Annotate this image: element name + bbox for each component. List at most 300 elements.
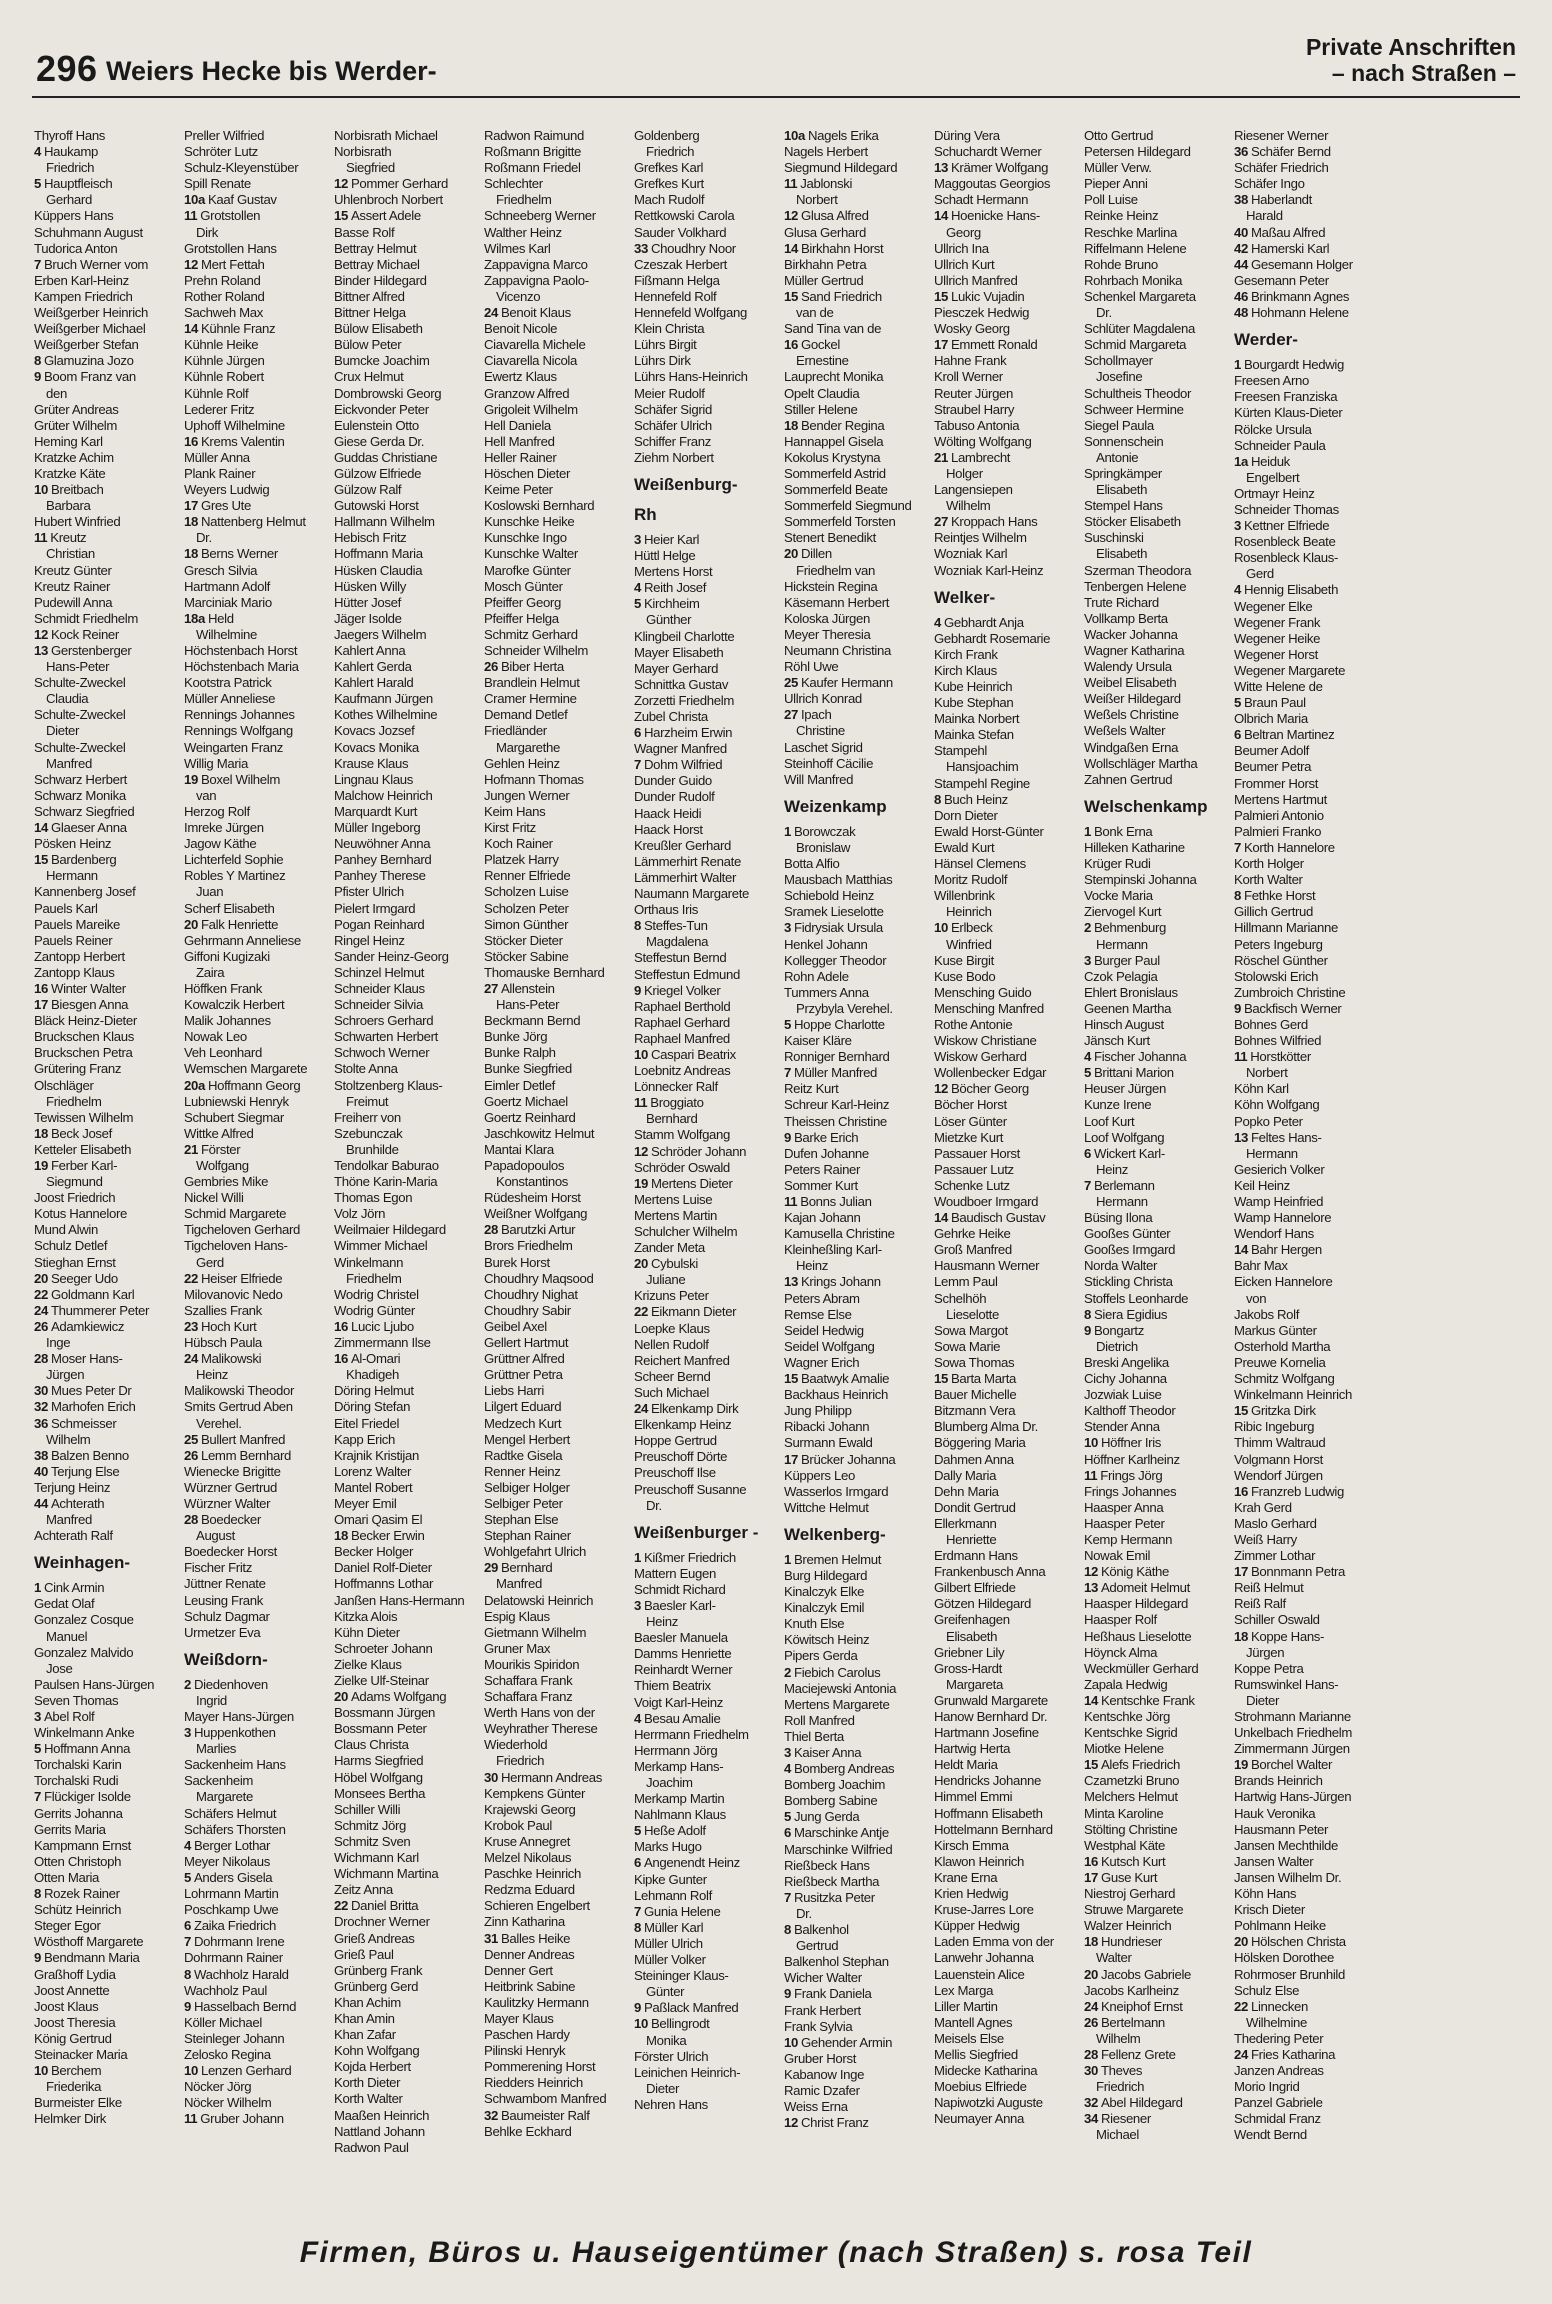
resident-name: Stephan Else bbox=[484, 1512, 559, 1528]
resident-name: Kirsch Emma bbox=[934, 1837, 1009, 1853]
resident-name: Beumer Adolf bbox=[1234, 743, 1309, 759]
house-number: 15 bbox=[1084, 1757, 1098, 1773]
directory-entry bbox=[1234, 389, 1380, 405]
directory-entry bbox=[334, 884, 480, 900]
house-number: 8 bbox=[1084, 1306, 1091, 1322]
entry-continuation bbox=[184, 627, 330, 643]
resident-name: Müller Anneliese bbox=[184, 691, 276, 707]
resident-name: Kühnle Jürgen bbox=[184, 353, 265, 369]
directory-entry bbox=[34, 418, 180, 434]
directory-entry bbox=[1084, 1081, 1230, 1097]
directory-entry bbox=[1234, 2047, 1380, 2063]
resident-name: Antonie bbox=[1096, 449, 1139, 465]
resident-name: Schulz Detlef bbox=[34, 1238, 108, 1254]
house-number: 24 bbox=[634, 1401, 648, 1417]
directory-entry bbox=[784, 176, 930, 192]
resident-name: Kojda Herbert bbox=[334, 2059, 411, 2075]
resident-name: Rüdesheim Horst bbox=[484, 1190, 581, 1206]
resident-name: Friederika bbox=[46, 2079, 102, 2095]
resident-name: Mertens Luise bbox=[634, 1191, 713, 1207]
directory-entry bbox=[1084, 144, 1230, 160]
directory-entry bbox=[634, 1904, 780, 1920]
resident-name: Maciejewski Antonia bbox=[784, 1680, 897, 1696]
directory-entry bbox=[334, 1078, 480, 1094]
resident-name: Stempinski Johanna bbox=[1084, 872, 1197, 888]
resident-name: Wodrig Christel bbox=[334, 1286, 419, 1302]
resident-name: Achterath bbox=[50, 1495, 105, 1511]
house-number: 9 bbox=[634, 2000, 641, 2016]
resident-name: Tigcheloven Gerhard bbox=[184, 1222, 301, 1238]
directory-entry bbox=[484, 563, 630, 579]
resident-name: Grigoleit Wilhelm bbox=[484, 401, 578, 417]
resident-name: Czok Pelagia bbox=[1084, 968, 1158, 984]
entry-continuation bbox=[34, 1512, 180, 1528]
resident-name: Dohm Wilfried bbox=[643, 757, 723, 773]
directory-entry bbox=[784, 1435, 930, 1451]
resident-name: Grüter Wilhelm bbox=[34, 417, 118, 433]
resident-name: Beltran Martinez bbox=[1243, 727, 1335, 743]
resident-name: Christ Franz bbox=[800, 2115, 869, 2131]
entry-continuation bbox=[784, 192, 930, 208]
directory-entry bbox=[334, 675, 480, 691]
directory-entry bbox=[334, 1061, 480, 1077]
directory-entry bbox=[34, 1319, 180, 1335]
resident-name: Steffestun Edmund bbox=[634, 966, 740, 982]
directory-entry bbox=[1234, 1130, 1380, 1146]
resident-name: Bossmann Peter bbox=[334, 1721, 427, 1737]
entry-continuation bbox=[1084, 1194, 1230, 1210]
resident-name: Eimler Detlef bbox=[484, 1077, 555, 1093]
house-number: 32 bbox=[1084, 2095, 1098, 2111]
directory-entry bbox=[1234, 289, 1380, 305]
directory-entry bbox=[484, 1335, 630, 1351]
entry-continuation bbox=[184, 1528, 330, 1544]
resident-name: Minta Karoline bbox=[1084, 1805, 1164, 1821]
resident-name: Margareta bbox=[946, 1676, 1003, 1692]
resident-name: Unkelbach Friedhelm bbox=[1234, 1725, 1352, 1741]
house-number: 9 bbox=[1084, 1322, 1091, 1338]
directory-entry bbox=[934, 192, 1080, 208]
house-number: 9 bbox=[784, 1129, 791, 1145]
resident-name: Kaiser Kläre bbox=[784, 1033, 852, 1049]
directory-entry bbox=[784, 418, 930, 434]
directory-entry bbox=[934, 208, 1080, 224]
resident-name: Gerd bbox=[1246, 566, 1274, 582]
directory-entry bbox=[1234, 1403, 1380, 1419]
directory-entry bbox=[34, 740, 180, 756]
resident-name: Wichmann Karl bbox=[334, 1850, 419, 1866]
directory-entry bbox=[334, 353, 480, 369]
resident-name: Friedrich bbox=[496, 1753, 545, 1769]
resident-name: Bitzmann Vera bbox=[934, 1403, 1016, 1419]
directory-entry bbox=[784, 1081, 930, 1097]
resident-name: Reschke Marlina bbox=[1084, 224, 1177, 240]
directory-entry bbox=[1234, 792, 1380, 808]
directory-entry bbox=[484, 627, 630, 643]
directory-entry bbox=[334, 611, 480, 627]
resident-name: Kühnle Rolf bbox=[184, 385, 249, 401]
resident-name: Bunke Ralph bbox=[484, 1045, 556, 1061]
resident-name: Brands Heinrich bbox=[1234, 1773, 1323, 1789]
directory-entry bbox=[334, 1834, 480, 1850]
directory-entry bbox=[634, 369, 780, 385]
directory-entry bbox=[334, 1995, 480, 2011]
resident-name: Wamp Hannelore bbox=[1234, 1210, 1332, 1226]
resident-name: Vollkamp Berta bbox=[1084, 610, 1168, 626]
resident-name: Springkämper bbox=[1084, 465, 1162, 481]
resident-name: Weißgerber Michael bbox=[34, 321, 146, 337]
directory-entry bbox=[634, 983, 780, 999]
resident-name: Mayer Elisabeth bbox=[634, 644, 724, 660]
resident-name: Melzel Nikolaus bbox=[484, 1850, 572, 1866]
resident-name: Höffken Frank bbox=[184, 980, 263, 996]
house-number: 12 bbox=[184, 256, 198, 272]
directory-entry bbox=[934, 872, 1080, 888]
directory-entry bbox=[784, 1648, 930, 1664]
resident-name: Marciniak Mario bbox=[184, 594, 272, 610]
directory-entry bbox=[484, 402, 630, 418]
resident-name: Beckmann Bernd bbox=[484, 1013, 581, 1029]
resident-name: Brandlein Helmut bbox=[484, 675, 580, 691]
directory-entry bbox=[1084, 1049, 1230, 1065]
resident-name: Thedering Peter bbox=[1234, 2030, 1324, 2046]
directory-entry bbox=[34, 1612, 180, 1628]
house-number: 5 bbox=[34, 1741, 41, 1757]
resident-name: Napiwotzki Auguste bbox=[934, 2095, 1043, 2111]
resident-name: Fidrysiak Ursula bbox=[793, 920, 883, 936]
resident-name: Borchel Walter bbox=[1250, 1757, 1333, 1773]
resident-name: Götzen Hildegard bbox=[934, 1596, 1032, 1612]
resident-name: Engelbert bbox=[1246, 469, 1300, 485]
house-number: 9 bbox=[34, 1950, 41, 1966]
directory-entry bbox=[184, 466, 330, 482]
resident-name: Joachim bbox=[646, 1775, 693, 1790]
directory-entry bbox=[1234, 1419, 1380, 1435]
directory-entry bbox=[334, 1045, 480, 1061]
resident-name: Zantopp Klaus bbox=[34, 964, 115, 980]
directory-entry bbox=[1234, 1789, 1380, 1805]
directory-entry bbox=[484, 369, 630, 385]
resident-name: Lenzen Gerhard bbox=[200, 2063, 292, 2079]
directory-entry bbox=[934, 1403, 1080, 1419]
house-number: 20a bbox=[184, 1077, 205, 1093]
house-number: 18 bbox=[334, 1528, 348, 1544]
resident-name: Wagner Erich bbox=[784, 1354, 860, 1370]
directory-entry bbox=[484, 579, 630, 595]
entry-continuation bbox=[784, 840, 930, 856]
directory-entry bbox=[784, 707, 930, 723]
directory-entry bbox=[1234, 1323, 1380, 1339]
resident-name: Wohlgefahrt Ulrich bbox=[484, 1544, 586, 1560]
directory-entry bbox=[1084, 772, 1230, 788]
directory-entry bbox=[634, 741, 780, 757]
resident-name: Seven Thomas bbox=[34, 1692, 119, 1708]
resident-name: Hartmann Adolf bbox=[184, 578, 270, 594]
entry-continuation bbox=[634, 1614, 780, 1630]
house-number: 6 bbox=[784, 1825, 791, 1841]
directory-entry bbox=[784, 1323, 930, 1339]
directory-entry bbox=[1084, 160, 1230, 176]
directory-entry bbox=[784, 740, 930, 756]
resident-name: Zimmermann Ilse bbox=[334, 1335, 431, 1351]
resident-name: Leusing Frank bbox=[184, 1592, 264, 1608]
house-number: 10 bbox=[784, 2034, 798, 2050]
directory-entry bbox=[34, 1999, 180, 2015]
resident-name: Boedecker bbox=[200, 1512, 261, 1528]
house-number: 28 bbox=[484, 1222, 498, 1238]
resident-name: Friedhelm bbox=[46, 1093, 102, 1109]
resident-name: Omari Qasim El bbox=[334, 1512, 423, 1528]
directory-entry bbox=[34, 1886, 180, 1902]
resident-name: Gedat Olaf bbox=[34, 1596, 95, 1612]
directory-entry bbox=[484, 917, 630, 933]
resident-name: Lieselotte bbox=[946, 1306, 999, 1322]
resident-name: Paßlack Manfred bbox=[643, 2000, 739, 2016]
resident-name: Loebnitz Andreas bbox=[634, 1063, 731, 1079]
directory-entry bbox=[484, 756, 630, 772]
resident-name: Rennings Wolfgang bbox=[184, 723, 293, 739]
resident-name: Hennig Elisabeth bbox=[1243, 582, 1339, 598]
directory-entry bbox=[634, 1449, 780, 1465]
resident-name: Norda Walter bbox=[1084, 1258, 1157, 1274]
resident-name: Kotus Hannelore bbox=[34, 1206, 127, 1222]
resident-name: Heier Karl bbox=[643, 531, 700, 547]
house-number: 28 bbox=[1084, 2046, 1098, 2062]
directory-entry bbox=[334, 2140, 480, 2156]
resident-name: Rohrmoser Brunhild bbox=[1234, 1966, 1345, 1982]
resident-name: Eitel Friedel bbox=[334, 1415, 400, 1431]
directory-entry bbox=[334, 1802, 480, 1818]
directory-entry bbox=[184, 1319, 330, 1335]
directory-entry bbox=[34, 884, 180, 900]
resident-name: Weingarten Franz bbox=[184, 739, 283, 755]
resident-name: Manuel bbox=[46, 1628, 88, 1644]
directory-entry bbox=[634, 2000, 780, 2016]
directory-entry bbox=[784, 337, 930, 353]
entry-continuation bbox=[34, 868, 180, 884]
directory-entry bbox=[634, 208, 780, 224]
resident-name: Juan bbox=[196, 884, 224, 900]
resident-name: Bellingrodt bbox=[650, 2016, 710, 2032]
resident-name: Peters Rainer bbox=[784, 1161, 861, 1177]
resident-name: Terjung Else bbox=[50, 1463, 120, 1479]
directory-entry bbox=[784, 985, 930, 1001]
directory-entry bbox=[334, 1657, 480, 1673]
house-number: 20 bbox=[1234, 1934, 1248, 1950]
resident-name: Preuschoff Susanne bbox=[634, 1481, 747, 1497]
directory-entry bbox=[334, 659, 480, 675]
resident-name: Kahlert Harald bbox=[334, 675, 414, 691]
resident-name: Benoit Klaus bbox=[500, 305, 571, 321]
directory-entry bbox=[784, 434, 930, 450]
resident-name: Brors Friedhelm bbox=[484, 1238, 573, 1254]
resident-name: Georg bbox=[946, 224, 981, 240]
resident-name: Wittche Helmut bbox=[784, 1499, 869, 1515]
resident-name: Bomberg Sabine bbox=[784, 1793, 878, 1809]
resident-name: Tendolkar Baburao bbox=[334, 1158, 439, 1173]
directory-entry bbox=[484, 772, 630, 788]
resident-name: Keim Hans bbox=[484, 803, 546, 819]
resident-name: Kirch Klaus bbox=[934, 662, 997, 678]
directory-entry bbox=[34, 1528, 180, 1544]
directory-entry bbox=[634, 854, 780, 870]
resident-name: Biesgen Anna bbox=[50, 997, 129, 1013]
directory-entry bbox=[484, 965, 630, 981]
directory-entry bbox=[484, 1496, 630, 1512]
directory-entry bbox=[184, 1061, 330, 1077]
resident-name: Allenstein bbox=[500, 980, 555, 996]
directory-entry bbox=[1084, 1001, 1230, 1017]
resident-name: Ullrich Konrad bbox=[784, 691, 862, 707]
directory-entry bbox=[1234, 1001, 1380, 1017]
directory-entry bbox=[484, 1029, 630, 1045]
resident-name: Bunke Jörg bbox=[484, 1029, 548, 1045]
resident-name: Kirst Fritz bbox=[484, 820, 536, 836]
house-number: 4 bbox=[184, 1837, 191, 1853]
directory-entry bbox=[634, 1936, 780, 1952]
directory-entry bbox=[484, 1013, 630, 1029]
directory-entry bbox=[1234, 1339, 1380, 1355]
resident-name: Mues Peter Dr bbox=[50, 1383, 132, 1399]
resident-name: Jacobs Gabriele bbox=[1100, 1966, 1192, 1982]
resident-name: Ullrich Kurt bbox=[934, 256, 995, 272]
resident-name: Medzech Kurt bbox=[484, 1415, 562, 1431]
resident-name: Willig Maria bbox=[184, 755, 248, 771]
directory-entry bbox=[934, 450, 1080, 466]
resident-name: Broggiato bbox=[650, 1095, 704, 1111]
directory-entry bbox=[34, 643, 180, 659]
directory-entry bbox=[934, 305, 1080, 321]
resident-name: Schwoch Werner bbox=[334, 1045, 430, 1061]
resident-name: Schwambom Manfred bbox=[484, 2091, 607, 2107]
resident-name: Preuschoff Ilse bbox=[634, 1465, 716, 1481]
directory-entry bbox=[784, 1632, 930, 1648]
resident-name: Breitbach bbox=[50, 482, 104, 498]
directory-entry bbox=[484, 901, 630, 917]
directory-entry bbox=[1234, 1838, 1380, 1854]
resident-name: Scherf Elisabeth bbox=[184, 900, 275, 916]
resident-name: Rohde Bruno bbox=[1084, 256, 1158, 272]
house-number: 13 bbox=[934, 160, 948, 176]
resident-name: Otto Gertrud bbox=[1084, 128, 1154, 143]
resident-name: Langensiepen bbox=[934, 482, 1013, 498]
resident-name: Graßhoff Lydia bbox=[34, 1966, 116, 1982]
resident-name: Kabanow Inge bbox=[784, 2066, 865, 2082]
house-number: 7 bbox=[784, 1889, 791, 1905]
resident-name: Schulz Else bbox=[1234, 1982, 1300, 1998]
directory-entry bbox=[934, 743, 1080, 759]
directory-entry bbox=[334, 144, 480, 160]
resident-name: Schäfers Helmut bbox=[184, 1805, 277, 1821]
resident-name: Janzen Andreas bbox=[1234, 2063, 1324, 2079]
house-number: 40 bbox=[1234, 224, 1248, 240]
directory-entry bbox=[634, 999, 780, 1015]
house-number: 16 bbox=[1084, 1853, 1098, 1869]
directory-entry bbox=[934, 546, 1080, 562]
resident-name: Smits Gertrud Aben bbox=[184, 1399, 293, 1415]
house-number: 9 bbox=[1234, 1000, 1241, 1016]
resident-name: Wagner Katharina bbox=[1084, 643, 1185, 658]
resident-name: Poschkamp Uwe bbox=[184, 1902, 279, 1918]
directory-entry bbox=[1084, 225, 1230, 241]
house-number: 10 bbox=[1084, 1435, 1098, 1451]
resident-name: Müller Ulrich bbox=[634, 1935, 703, 1951]
resident-name: Kahlert Gerda bbox=[334, 659, 412, 675]
directory-entry bbox=[1234, 1902, 1380, 1918]
house-number: 15 bbox=[934, 1371, 948, 1387]
resident-name: Pielert Irmgard bbox=[334, 900, 416, 916]
resident-name: Dirk bbox=[196, 224, 219, 240]
resident-name: Abel Rolf bbox=[43, 1709, 95, 1724]
directory-entry bbox=[334, 1351, 480, 1367]
directory-entry bbox=[184, 1238, 330, 1254]
directory-entry bbox=[184, 2095, 330, 2111]
entry-continuation bbox=[184, 530, 330, 546]
directory-entry bbox=[784, 241, 930, 257]
directory-entry bbox=[34, 579, 180, 595]
directory-entry bbox=[1234, 257, 1380, 273]
directory-entry bbox=[1234, 1548, 1380, 1564]
resident-name: Denner Gert bbox=[484, 1962, 553, 1978]
directory-entry bbox=[1234, 305, 1380, 321]
directory-entry bbox=[634, 1127, 780, 1143]
resident-name: Schäfers Thorsten bbox=[184, 1821, 286, 1837]
directory-entry bbox=[784, 1242, 930, 1258]
resident-name: Reinhardt Werner bbox=[634, 1662, 733, 1678]
resident-name: Schultheis Theodor bbox=[1084, 385, 1192, 401]
directory-entry bbox=[1084, 1806, 1230, 1822]
resident-name: Holger bbox=[946, 465, 983, 481]
resident-name: Heming Karl bbox=[34, 433, 103, 449]
directory-entry bbox=[1084, 1242, 1230, 1258]
resident-name: Harzheim Erwin bbox=[643, 725, 733, 741]
resident-name: Strohmann Marianne bbox=[1234, 1709, 1351, 1724]
resident-name: Renner Heinz bbox=[484, 1463, 561, 1479]
resident-name: Radwon Raimund bbox=[484, 128, 584, 143]
resident-name: Winkelmann Heinrich bbox=[1234, 1387, 1352, 1403]
directory-entry bbox=[34, 2047, 180, 2063]
resident-name: Berns Werner bbox=[200, 546, 278, 562]
entry-continuation bbox=[484, 192, 630, 208]
resident-name: Reinke Heinz bbox=[1084, 208, 1159, 224]
resident-name: Mensching Manfred bbox=[934, 1000, 1044, 1016]
resident-name: Barke Erich bbox=[793, 1129, 859, 1145]
directory-entry bbox=[1234, 534, 1380, 550]
directory-entry bbox=[484, 1142, 630, 1158]
resident-name: Berger Lothar bbox=[193, 1837, 271, 1853]
directory-entry bbox=[634, 1304, 780, 1320]
directory-entry bbox=[784, 1890, 930, 1906]
resident-name: Gietmann Wilhelm bbox=[484, 1624, 587, 1640]
directory-entry bbox=[34, 788, 180, 804]
entry-continuation bbox=[184, 225, 330, 241]
directory-entry bbox=[784, 1761, 930, 1777]
directory-entry bbox=[934, 2111, 1080, 2127]
directory-entry bbox=[784, 1552, 930, 1568]
directory-entry bbox=[934, 1500, 1080, 1516]
directory-entry bbox=[634, 1550, 780, 1566]
entry-continuation bbox=[34, 1629, 180, 1645]
resident-name: Zaika Friedrich bbox=[193, 1918, 276, 1934]
directory-entry bbox=[34, 482, 180, 498]
resident-name: Erdmann Hans bbox=[934, 1548, 1018, 1564]
resident-name: Schadt Hermann bbox=[934, 192, 1029, 208]
resident-name: Kreutz Rainer bbox=[34, 578, 111, 594]
house-number: 30 bbox=[484, 1769, 498, 1785]
directory-entry bbox=[784, 1403, 930, 1419]
entry-continuation bbox=[784, 1906, 930, 1922]
resident-name: Bläck Heinz-Dieter bbox=[34, 1013, 137, 1029]
